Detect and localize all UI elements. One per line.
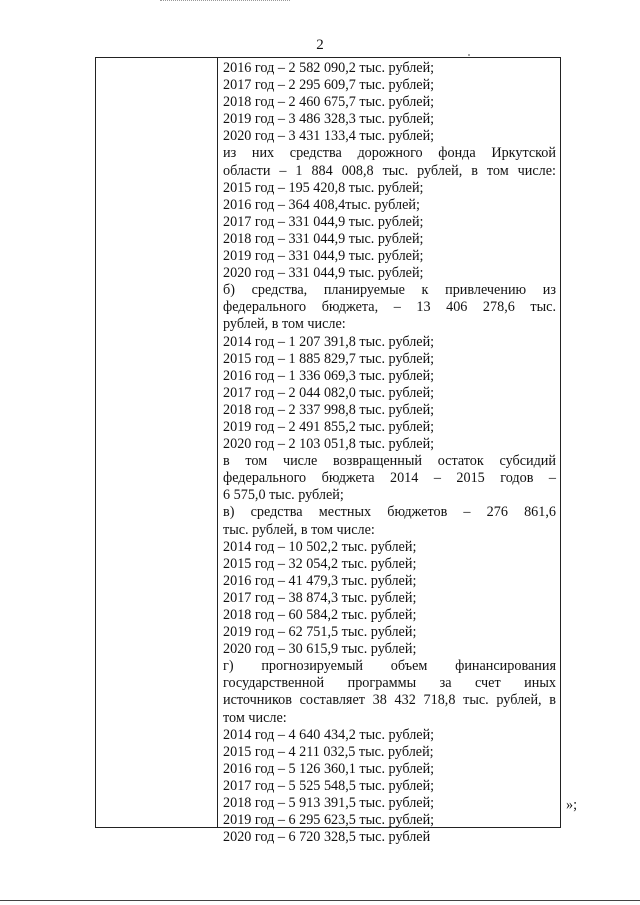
- text-line: 2017 год – 2 044 082,0 тыс. рублей;: [223, 384, 435, 401]
- text-line: 2020 год – 30 615,9 тыс. рублей;: [223, 641, 417, 658]
- text-line: 2020 год – 6 720 328,5 тыс. рублей: [223, 829, 431, 846]
- page-number: 2: [316, 37, 324, 53]
- text-line: из них средства дорожного фонда Иркутской: [223, 145, 556, 162]
- top-scan-mark: [160, 0, 290, 3]
- text-line: в том числе возвращенный остаток субсидий: [223, 453, 556, 470]
- closing-quote: »;: [566, 797, 578, 813]
- text-line: 2016 год – 364 408,4тыс. рублей;: [223, 196, 420, 213]
- funding-text-cell: [223, 60, 556, 846]
- bottom-scan-edge: [0, 900, 640, 901]
- text-line: 2014 год – 1 207 391,8 тыс. рублей;: [223, 333, 435, 350]
- text-line: федерального бюджета 2014 – 2015 годов –: [223, 470, 556, 487]
- text-line: 2019 год – 3 486 328,3 тыс. рублей;: [223, 111, 435, 128]
- text-line: 2018 год – 331 044,9 тыс. рублей;: [223, 230, 424, 247]
- text-line: 2014 год – 4 640 434,2 тыс. рублей;: [223, 726, 435, 743]
- budget-table: [95, 57, 561, 846]
- text-line: тыс. рублей, в том числе:: [223, 521, 375, 538]
- text-line: 2015 год – 195 420,8 тыс. рублей;: [223, 179, 424, 196]
- text-line: 2015 год – 4 211 032,5 тыс. рублей;: [223, 743, 434, 760]
- text-line: 2020 год – 3 431 133,4 тыс. рублей;: [223, 128, 435, 145]
- text-line: 2018 год – 60 584,2 тыс. рублей;: [223, 607, 417, 623]
- text-line: 2017 год – 331 044,9 тыс. рублей;: [223, 213, 424, 230]
- text-line: 2017 год – 2 295 609,7 тыс. рублей;: [223, 77, 435, 94]
- text-line: 2019 год – 2 491 855,2 тыс. рублей;: [223, 418, 435, 435]
- text-line: 2014 год – 10 502,2 тыс. рублей;: [223, 538, 417, 555]
- text-line: г) прогнозируемый объем финансирования: [223, 658, 556, 675]
- column-divider: [217, 58, 218, 827]
- text-line: области – 1 884 008,8 тыс. рублей, в том числе:: [223, 162, 556, 179]
- text-line: рублей, в том числе:: [223, 316, 346, 333]
- text-line: 2018 год – 2 337 998,8 тыс. рублей;: [223, 401, 435, 418]
- text-line: 2019 год – 6 295 623,5 тыс. рублей;: [223, 812, 435, 829]
- text-line: 2015 год – 32 054,2 тыс. рублей;: [223, 555, 417, 572]
- text-line: 2016 год – 1 336 069,3 тыс. рублей;: [223, 367, 435, 384]
- text-line: источников составляет 38 432 718,8 тыс. рублей, в: [223, 692, 556, 709]
- text-line: 2018 год – 5 913 391,5 тыс. рублей;: [223, 795, 435, 812]
- text-line: в) средства местных бюджетов – 276 861,6: [223, 504, 556, 521]
- text-line: 6 575,0 тыс. рублей;: [223, 487, 344, 504]
- scan-speck: [468, 54, 470, 56]
- text-line: 2015 год – 1 885 829,7 тыс. рублей;: [223, 350, 435, 367]
- text-line: 2019 год – 331 044,9 тыс. рублей;: [223, 248, 424, 265]
- text-line: том числе:: [223, 709, 287, 726]
- text-line: 2020 год – 331 044,9 тыс. рублей;: [223, 265, 424, 282]
- text-line: 2016 год – 41 479,3 тыс. рублей;: [223, 572, 417, 589]
- text-line: государственной программы за счет иных: [223, 675, 556, 692]
- text-line: б) средства, планируемые к привлечению из: [223, 282, 556, 299]
- text-line: 2019 год – 62 751,5 тыс. рублей;: [223, 624, 417, 641]
- text-line: 2018 год – 2 460 675,7 тыс. рублей;: [223, 94, 435, 111]
- text-line: 2017 год – 5 525 548,5 тыс. рублей;: [223, 777, 435, 794]
- text-line: 2017 год – 38 874,3 тыс. рублей;: [223, 589, 417, 606]
- text-line: федерального бюджета, – 13 406 278,6 тыс.: [223, 299, 556, 316]
- text-line: 2016 год – 2 582 090,2 тыс. рублей;: [223, 60, 435, 76]
- text-line: 2016 год – 5 126 360,1 тыс. рублей;: [223, 760, 435, 777]
- text-line: 2020 год – 2 103 051,8 тыс. рублей;: [223, 436, 435, 453]
